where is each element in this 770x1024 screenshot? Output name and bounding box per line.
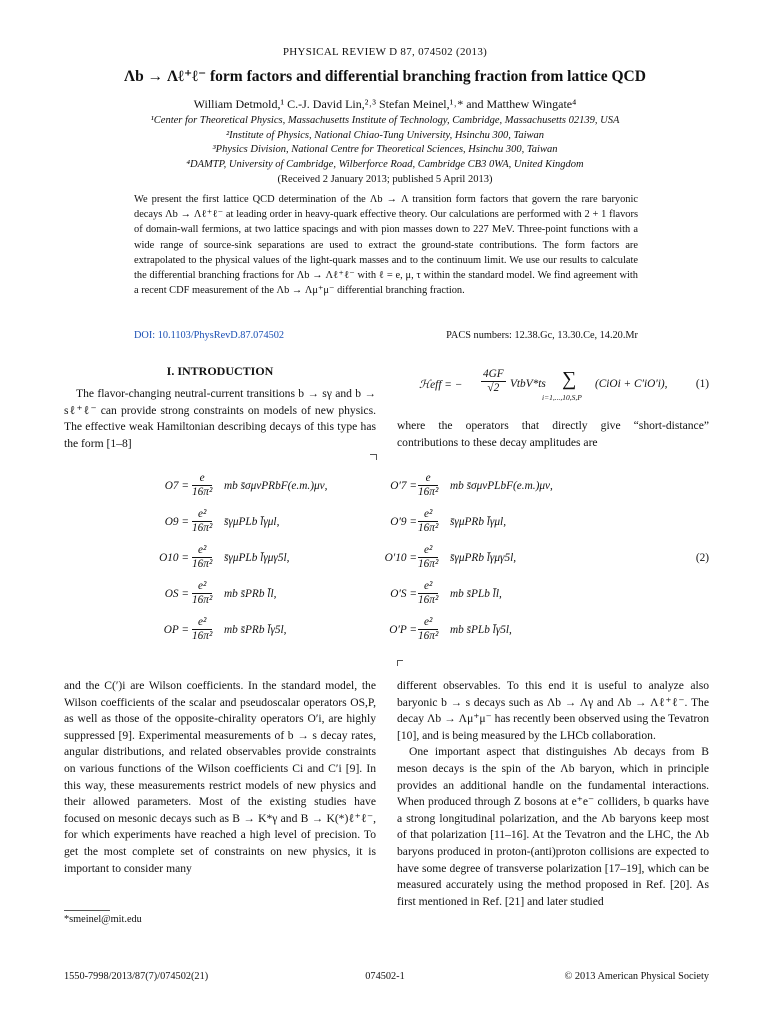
eq2-lhs: O10 =: [159, 552, 189, 564]
eq2-den-prime: 16π²: [418, 558, 439, 570]
eq2-fraction: [192, 580, 212, 607]
affiliation-4: ⁴DAMTP, University of Cambridge, Wilberforce Road, Cambridge CB3 0WA, United Kingdom: [186, 159, 584, 170]
right-paragraph-1: [397, 418, 709, 451]
abstract: We present the first lattice QCD determination of the Λb → Λ transition form factors that govern the rare baryonic decays Λb → Λℓ⁺ℓ⁻ at leading order in heavy-quark effective theory. Our calculations are performed with 2 + 1 flavors of domain-wall fermions, at two lattice spacings and with pion masses down to 227 MeV. Three-point functions with a wide range of source-sink separations are used to extract the ground-state contributions. The form factors are extrapolated to the physical values of the light-quark masses and to the continuum limit. We use our results to calculate the differential branching fractions for Λb → Λℓ⁺ℓ⁻ with ℓ = e, μ, τ within the standard model. We find agreement with a recent CDF measurement of the Λb → Λμ⁺μ⁻ differential branching fraction.: [134, 194, 638, 297]
eq2-fraction-prime: [418, 544, 438, 571]
received-date: (Received 2 January 2013; published 5 April 2013): [277, 174, 493, 185]
eq2-row: [64, 616, 709, 650]
footnote-rule: [64, 910, 110, 911]
eq2-den-prime: 16π²: [418, 522, 439, 534]
eq1-sum-index: i=1,...,10,S,P: [542, 393, 582, 402]
eq2-number: (2): [695, 552, 709, 564]
eq2-num: e²: [192, 580, 212, 594]
eq2-den: 16π²: [192, 486, 213, 498]
eq2-den-prime: 16π²: [418, 594, 439, 606]
intro-paragraph: [64, 386, 376, 452]
eq2-lhs-prime: O′7 =: [390, 480, 417, 492]
eq2-lhs-prime: O′S =: [390, 588, 417, 600]
eq2-den: 16π²: [192, 630, 213, 642]
right-para-2: different observables. To this end it is useful to analyze also baryonic b → s decays such as Λb → Λγ and Λb → Λℓ⁺ℓ⁻. The decay Λb → Λμ⁺μ⁻ has recently been observed using the Tevatron [10], and is being measured by the LHCb collaboration.: [397, 679, 709, 742]
eq2-den-prime: 16π²: [418, 486, 439, 498]
eq2-fraction-prime: [418, 616, 438, 643]
eq2-fraction: [192, 508, 212, 535]
eq2-lhs: O9 =: [164, 516, 189, 528]
eq2-lhs: O7 =: [164, 480, 189, 492]
left-column-body: [64, 678, 376, 877]
journal-header: PHYSICAL REVIEW D 87, 074502 (2013): [282, 46, 488, 58]
eq2-num-prime: e²: [418, 616, 438, 630]
eq2-rhs-prime: mb s̄PLb l̄γ5l,: [450, 624, 512, 636]
eq2-rhs-prime: s̄γμPRb l̄γμl,: [450, 516, 507, 528]
eq2-num: e²: [192, 508, 212, 522]
eq1-number: (1): [695, 378, 709, 390]
eq1-fraction: [481, 368, 506, 395]
column-break-tick: [376, 454, 377, 460]
right-column-body: [397, 678, 709, 910]
eq2-rhs-prime: mb s̄σμνPLbF(e.m.)μν,: [450, 480, 553, 492]
eq2-rhs: mb s̄PRb l̄γ5l,: [224, 624, 287, 636]
eq2-num: e: [192, 472, 212, 486]
eq2-lhs: OS =: [164, 588, 189, 600]
right-para-1-text: where the operators that directly give “short-distance” contributions to these decay amplitudes are: [397, 419, 709, 449]
eq2-fraction-prime: [418, 580, 438, 607]
eq2-rhs: mb s̄σμνPRbF(e.m.)μν,: [224, 480, 328, 492]
paper-title: Λb → Λℓ⁺ℓ⁻ form factors and differential branching fraction from lattice QCD: [124, 68, 646, 85]
eq1-body: (CiOi + C′iO′i),: [595, 378, 668, 390]
eq2-fraction: [192, 544, 212, 571]
eq2-row: [64, 544, 709, 578]
eq2-num-prime: e: [418, 472, 438, 486]
eq2-den: 16π²: [192, 522, 213, 534]
author-list: William Detmold,¹ C.-J. David Lin,²˒³ Stefan Meinel,¹˒* and Matthew Wingate⁴: [193, 97, 577, 111]
eq2-num-prime: e²: [418, 580, 438, 594]
equation-2: [64, 472, 709, 652]
eq2-num-prime: e²: [418, 544, 438, 558]
footer-copyright: © 2013 American Physical Society: [564, 971, 709, 982]
eq2-lhs: OP =: [163, 624, 189, 636]
eq1-ckm: VtbV*ts: [510, 378, 546, 390]
eq1-sum: ∑: [562, 368, 577, 390]
eq2-lhs-prime: O′9 =: [390, 516, 417, 528]
eq2-den: 16π²: [192, 594, 213, 606]
eq2-den-prime: 16π²: [418, 630, 439, 642]
section-heading: I. INTRODUCTION: [166, 364, 274, 378]
eq2-den: 16π²: [192, 558, 213, 570]
pacs-numbers: PACS numbers: 12.38.Gc, 13.30.Ce, 14.20.Mr: [446, 330, 638, 341]
eq2-num-prime: e²: [418, 508, 438, 522]
right-para-3: One important aspect that distinguishes Λb decays from B meson decays is the spin of the Λb baryon, which in principle provides an additional handle on the fundamental interactions. When produced through Z bosons at e⁺e⁻ colliders, b quarks have a strong longitudinal polarization, and the Λb baryons keep most of that polarization [11–16]. At the Tevatron and the LHC, the Λb baryons produced in proton-(anti)proton collisions are expected to have some degree of transverse polarization [17–19], which can be measured accurately using the method proposed in Ref. [20]. As first mentioned in Ref. [21] and later studied: [397, 745, 709, 908]
footnote-email[interactable]: *smeinel@mit.edu: [64, 914, 142, 925]
eq2-rhs: s̄γμPLb l̄γμγ5l,: [224, 552, 290, 564]
eq2-fraction: [192, 472, 212, 499]
eq2-fraction-prime: [418, 472, 438, 499]
doi-link[interactable]: [134, 330, 284, 341]
eq2-lhs-prime: O′P =: [389, 624, 417, 636]
eq2-row: [64, 472, 709, 506]
column-break-tick-2: [397, 660, 398, 666]
eq1-frac-den: √2: [487, 382, 500, 394]
eq2-rhs: mb s̄PRb l̄l,: [224, 588, 277, 600]
left-para-2: and the C(′)i are Wilson coefficients. In the standard model, the Wilson coefficients of the scalar and pseudoscalar operators OS,P, as well as those of the opposite-chirality operators O′i, are highly suppressed [9]. Experimental measurements of b → s decay rates, angular distributions, and related observables provide constraints on various functions of the Wilson coefficients Ci and C′i [9]. In this way, these measurements restrict models of new physics and their allowed parameters. Most of the existing studies have focused on mesonic decays such as B → K*γ and B → K(*)ℓ⁺ℓ⁻, for which experiments have reached a high level of precision. To get the most complete set of constraints on new physics, it is important to consider many: [64, 679, 376, 875]
eq2-rhs-prime: s̄γμPRb l̄γμγ5l,: [450, 552, 517, 564]
eq2-num: e²: [192, 616, 212, 630]
affiliation-2: ²Institute of Physics, National Chiao-Tung University, Hsinchu 300, Taiwan: [225, 130, 545, 141]
footer-page: 074502-1: [365, 971, 405, 982]
eq2-rhs: s̄γμPLb l̄γμl,: [224, 516, 280, 528]
eq2-fraction: [192, 616, 212, 643]
eq2-num: e²: [192, 544, 212, 558]
eq2-row: [64, 580, 709, 614]
eq2-row: [64, 508, 709, 542]
affiliation-1: ¹Center for Theoretical Physics, Massachusetts Institute of Technology, Cambridge, Massachusetts 02139, USA: [150, 115, 620, 126]
eq2-lhs-prime: O′10 =: [384, 552, 417, 564]
eq2-rhs-prime: mb s̄PLb l̄l,: [450, 588, 502, 600]
doi-text[interactable]: DOI: 10.1103/PhysRevD.87.074502: [134, 330, 285, 341]
intro-text: The flavor-changing neutral-current transitions b → sγ and b → sℓ⁺ℓ⁻ can provide strong constraints on models of new physics. The effective weak Hamiltonian describing decays of this type has the form [1–8]: [64, 387, 376, 450]
eq1-lhs: ℋeff = −: [419, 379, 463, 391]
eq1-frac-num: 4GF: [483, 368, 504, 380]
footer-issn: 1550-7998/2013/87(7)/074502(21): [64, 971, 209, 982]
affiliation-3: ³Physics Division, National Centre for Theoretical Sciences, Hsinchu 300, Taiwan: [212, 144, 558, 155]
eq2-fraction-prime: [418, 508, 438, 535]
